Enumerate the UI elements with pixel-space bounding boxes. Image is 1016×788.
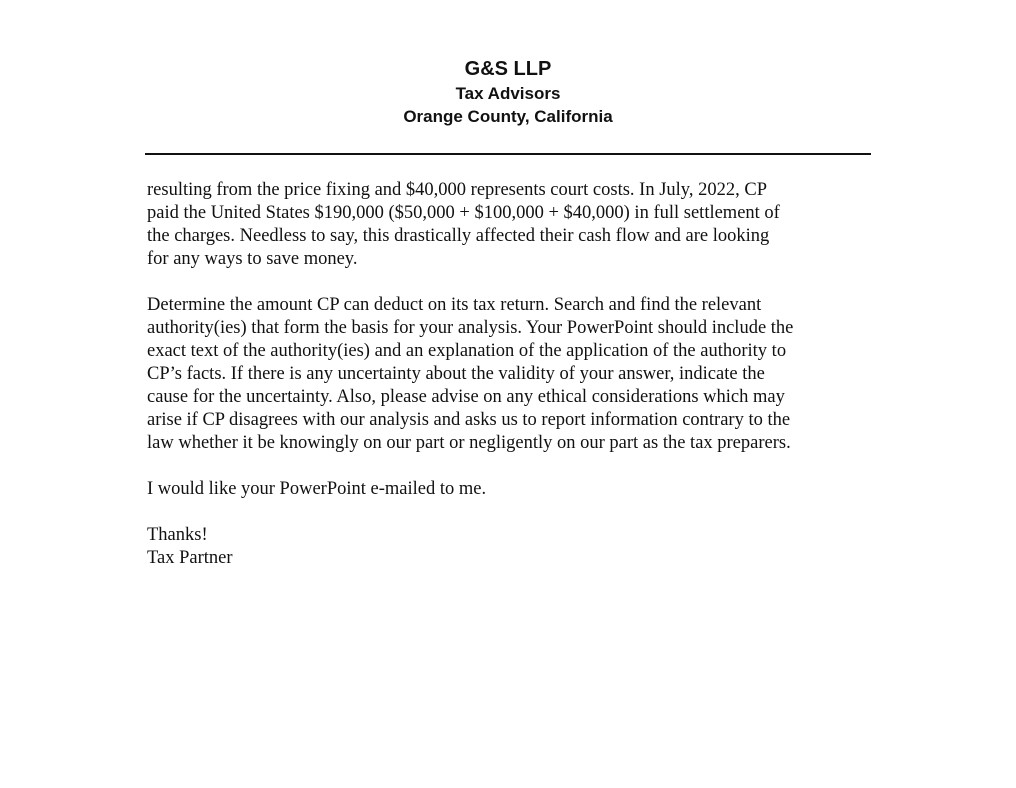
signature: Tax Partner	[147, 548, 233, 568]
body-paragraph-1: resulting from the price fixing and $40,000 represents court costs. In July, 2022, CP paid the United States $190,000 ($50,000 + $100,000 + $40,000) in full settlement of the charges. Needless to say, this drastically affected their cash flow and are looking for any ways to save money.	[147, 180, 780, 269]
firm-subtitle: Tax Advisors	[455, 84, 561, 103]
closing: Thanks!	[147, 525, 208, 545]
firm-location: Orange County, California	[403, 107, 613, 126]
firm-name: G&S LLP	[464, 58, 552, 80]
body-paragraph-3: I would like your PowerPoint e-mailed to me.	[147, 479, 487, 499]
body-paragraph-2: Determine the amount CP can deduct on its tax return. Search and find the relevant authority(ies) that form the basis for your analysis. Your PowerPoint should include the exact text of the authority(ies) and an explanation of the application of the authority to CP’s facts. If there is any uncertainty about the validity of your answer, indicate the cause for the uncertainty. Also, please advise on any ethical considerations which may arise if CP disagrees with our analysis and asks us to report information contrary to the law whether it be knowingly on our part or negligently on our part as the tax preparers.	[147, 295, 794, 453]
letterhead	[0, 56, 1016, 128]
letter-body	[147, 179, 862, 570]
header-divider	[145, 153, 871, 155]
